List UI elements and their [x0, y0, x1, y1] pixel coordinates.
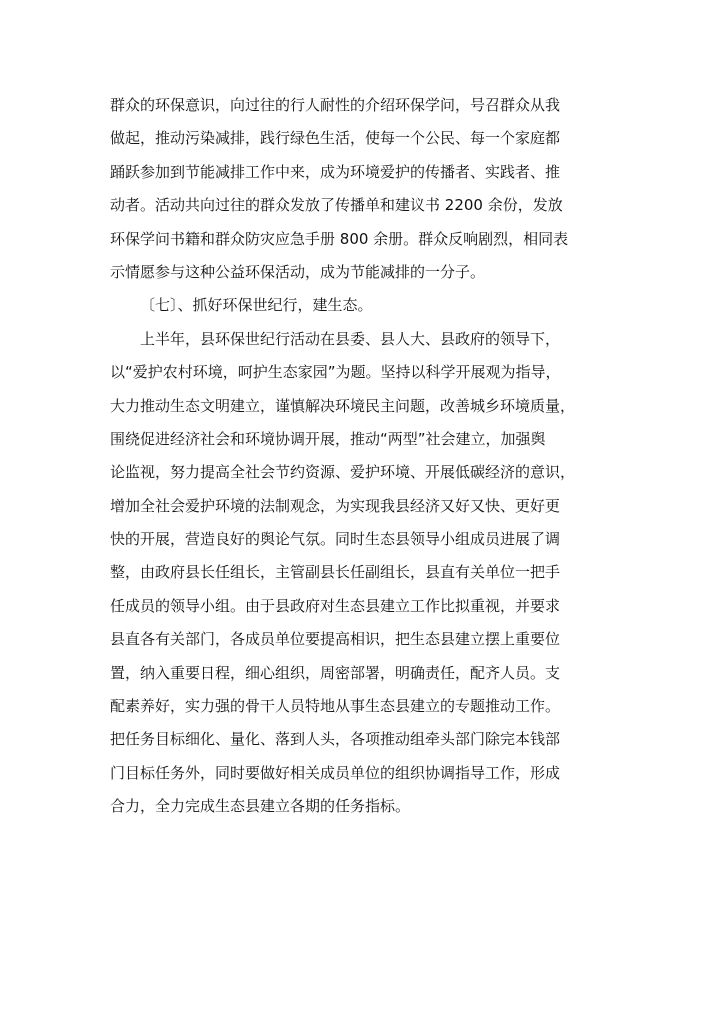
text-line: 做起，推动污染减排，践行绿色生活，使每一个公民、每一个家庭都: [110, 129, 561, 148]
paragraph-ecology-campaign: [110, 323, 622, 824]
text-line: 置，纳入重要日程，细心组织，周密部署，明确责任，配齐人员。支: [110, 663, 561, 682]
text-line: 配素养好，实力强的骨干人员特地从事生态县建立的专题推动工作。: [110, 697, 561, 716]
text-line: 论监视，努力提高全社会节约资源、爱护环境、开展低碳经济的意识，: [110, 463, 576, 482]
text-line: 把任务目标细化、量化、落到人头，各项推动组牵头部门除完本钱部: [110, 730, 561, 749]
text-line: 快的开展，营造良好的舆论气氛。同时生态县领导小组成员进展了调: [110, 530, 561, 549]
text-line: 踊跃参加到节能减排工作中来，成为环境爱护的传播者、实践者、推: [110, 162, 561, 181]
document-page: [110, 89, 622, 824]
text-line: 以“爱护农村环境，呵护生态家园”为题。坚持以科学开展观为指导，: [110, 363, 561, 382]
text-line: 示情愿参与这种公益环保活动，成为节能减排的一分子。: [110, 262, 486, 281]
text-line: 群众的环保意识，向过往的行人耐性的介绍环保学问，号召群众从我: [110, 96, 561, 114]
text-line: 上半年，县环保世纪行活动在县委、县人大、县政府的领导下，: [140, 329, 561, 348]
text-line: 任成员的领导小组。由于县政府对生态县建立工作比拟重视，并要求: [110, 596, 561, 615]
text-line: 大力推动生态文明建立，谨慎解决环境民主问题，改善城乡环境质量，: [110, 396, 576, 415]
text-line: 环保学问书籍和群众防灾应急手册 800 余册。群众反响剧烈，相同表: [110, 229, 569, 248]
text-line: 县直各有关部门，各成员单位要提高相识，把生态县建立摆上重要位: [110, 630, 561, 649]
text-line: 门目标任务外，同时要做好相关成员单位的组织协调指导工作，形成: [110, 763, 561, 782]
section-heading: 〔七〕、抓好环保世纪行，建生态。: [140, 296, 373, 315]
text-line: 整，由政府县长任组长，主管副县长任副组长，县直有关单位一把手: [110, 563, 561, 582]
text-line: 合力，全力完成生态县建立各期的任务指标。: [110, 797, 411, 816]
text-line: 动者。活动共向过往的群众发放了传播单和建议书 2200 余份，发放: [110, 196, 563, 215]
paragraph-environmental-awareness: [110, 89, 622, 289]
text-line: 增加全社会爱护环境的法制观念，为实现我县经济又好又快、更好更: [110, 496, 561, 515]
text-line: 围绕促进经济社会和环境协调开展，推动“两型”社会建立，加强舆: [110, 429, 546, 448]
